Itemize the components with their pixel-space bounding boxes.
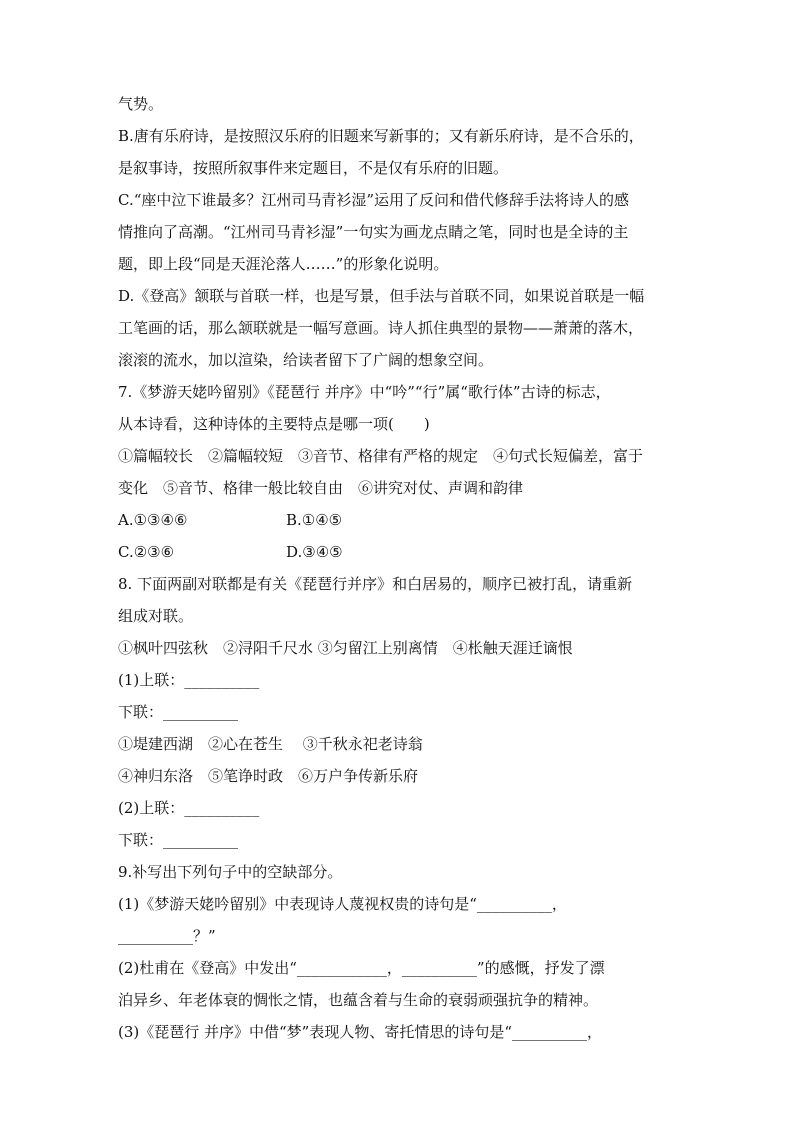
option-c-text: C.“座中泣下谁最多？江州司马青衫湿”运用了反问和借代修辞手法将诗人的感 [118, 191, 630, 209]
answer-option-a: A.①③④⑥ [118, 511, 188, 529]
text-line: 滚滚的流水，加以渲染，给读者留下了广阔的想象空间。 [118, 351, 494, 369]
fill-blank-item: (2)杜甫在《登高》中发出“____________，__________”的感慨，抒发了漂 [118, 959, 605, 977]
text-line: 泊异乡、年老体衰的惆怅之情，也蕴含着与生命的衰弱顽强抗争的精神。 [118, 991, 599, 1009]
text-line: 工笔画的话，那么颔联就是一幅写意画。诗人抓住典型的景物——萧萧的落木， [118, 319, 644, 337]
answer-option-d: D.③④⑤ [286, 543, 343, 561]
couplet-parts: ④神归东洛 ⑤笔诤时政 ⑥万户争传新乐府 [118, 767, 419, 785]
text-line: 题，即上段“同是天涯沦落人……”的形象化说明。 [118, 255, 449, 273]
text-line: 是叙事诗，按照所叙事件来定题目，不是仅有乐府的旧题。 [118, 159, 509, 177]
choice-list: 变化 ⑤音节、格律一般比较自由 ⑥讲究对仗、声调和韵律 [118, 479, 524, 497]
text-line: 从本诗看，这种诗体的主要特点是哪一项( ) [118, 415, 430, 433]
option-b-text: B.唐有乐府诗，是按照汉乐府的旧题来写新事的；又有新乐府诗，是不合乐的， [118, 127, 644, 145]
question-7: 7.《梦游天姥吟留别》《琵琶行 并序》中“吟”“行”属“歌行体”古诗的标志， [118, 383, 611, 401]
choice-list: ①篇幅较长 ②篇幅较短 ③音节、格律有严格的规定 ④句式长短偏差，富于 [118, 447, 644, 465]
answer-option-c: C.②③⑥ [118, 543, 175, 561]
lower-couplet-blank: 下联：__________ [118, 703, 239, 721]
fill-blank-item: __________？” [118, 927, 216, 945]
couplet-parts: ①枫叶四弦秋 ②浔阳千尺水 ③匀留江上别离情 ④枨触天涯迁谪恨 [118, 639, 573, 657]
question-9: 9.补写出下列句子中的空缺部分。 [118, 863, 343, 881]
lower-couplet-blank: 下联：__________ [118, 831, 239, 849]
fill-blank-item: (1)《梦游天姥吟留别》中表现诗人蔑视权贵的诗句是“__________， [118, 895, 567, 913]
text-line: 情推向了高潮。“江州司马青衫湿”一句实为画龙点睛之笔，同时也是全诗的主 [118, 223, 629, 241]
option-d-text: D.《登高》颔联与首联一样，也是写景，但手法与首联不同，如果说首联是一幅 [118, 287, 645, 305]
text-line: 气势。 [118, 95, 164, 113]
fill-blank-item: (3)《琵琶行 并序》中借“梦”表现人物、寄托情思的诗句是“__________， [118, 1023, 603, 1041]
question-8: 8. 下面两副对联都是有关《琵琶行并序》和白居易的，顺序已被打乱，请重新 [118, 575, 633, 593]
upper-couplet-blank: (1)上联：__________ [118, 671, 260, 689]
couplet-parts: ①堤建西湖 ②心在苍生 ③千秋永祀老诗翁 [118, 735, 423, 753]
upper-couplet-blank: (2)上联：__________ [118, 799, 260, 817]
text-line: 组成对联。 [118, 607, 194, 625]
answer-option-b: B.①④⑤ [286, 511, 343, 529]
